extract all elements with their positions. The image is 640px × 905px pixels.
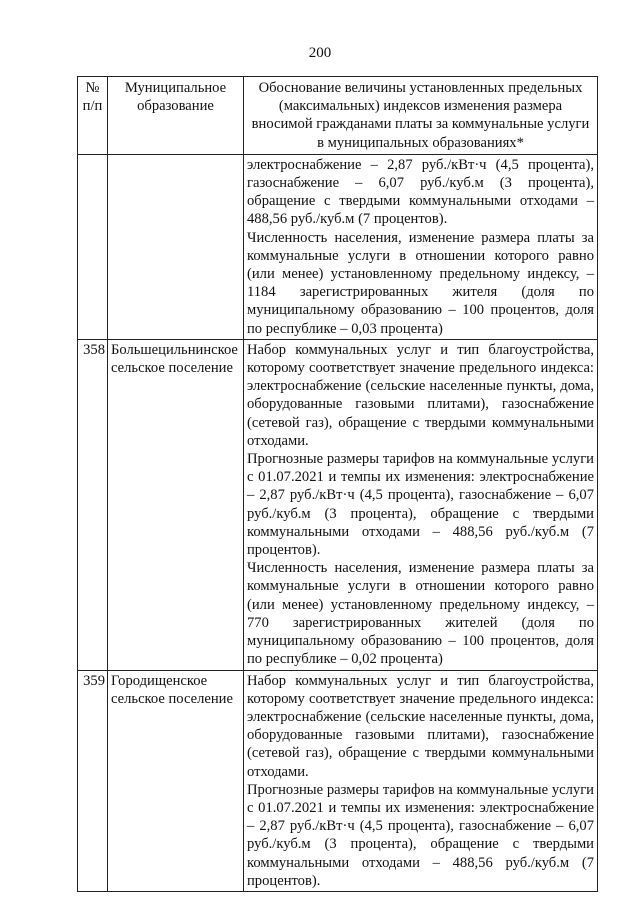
page-number: 200 bbox=[308, 45, 332, 61]
table-header bbox=[78, 77, 598, 155]
row-number: 358 bbox=[78, 339, 108, 670]
justification-paragraph: Набор коммунальных услуг и тип благоустройства, которому соответствует значение предельного индекса: электроснабжение (сельские населенные пункты, дома, оборудованные газовыми плитами), газоснабжение (сетевой газ), обращение с твердыми коммунальными отходами. bbox=[247, 672, 594, 780]
header-row bbox=[78, 77, 598, 155]
justification-paragraph: Численность населения, изменение размера платы за коммунальные услуги в отношении которого равно (или менее) установленному предельному индексу, – 770 зарегистрированных жителей (доля по муниципальному образованию – 100 процентов, доля по республике – 0,02 процента) bbox=[247, 560, 594, 668]
table-row bbox=[78, 670, 598, 891]
justification-paragraph: Прогнозные размеры тарифов на коммунальные услуги с 01.07.2021 и темпы их изменения: электроснабжение – 2,87 руб./кВт·ч (4,5 процента), газоснабжение – 6,07 руб./куб.м (3 процента), обращение с твердыми коммунальными отходами – 488,56 руб./куб.м (7 процентов). bbox=[247, 781, 594, 889]
justification-table bbox=[77, 76, 598, 892]
municipality-name bbox=[108, 154, 244, 339]
row-number: 359 bbox=[78, 670, 108, 891]
header-justification: Обоснование величины установленных предельных (максимальных) индексов изменения размера вносимой гражданами платы за коммунальные услуги в муниципальных образованиях* bbox=[244, 77, 598, 155]
table-row bbox=[78, 154, 598, 339]
header-number: № п/п bbox=[78, 77, 108, 155]
justification-paragraph: Прогнозные размеры тарифов на коммунальные услуги с 01.07.2021 и темпы их изменения: электроснабжение – 2,87 руб./кВт·ч (4,5 процента), газоснабжение – 6,07 руб./куб.м (3 процента), обращение с твердыми коммунальными отходами – 488,56 руб./куб.м (7 процентов). bbox=[247, 451, 594, 559]
justification-cell bbox=[244, 670, 598, 891]
header-municipality: Муниципальное образование bbox=[108, 77, 244, 155]
justification-paragraph: Численность населения, изменение размера платы за коммунальные услуги в отношении которого равно (или менее) установленному предельному индексу, – 1184 зарегистрированных жителя (доля по муниципальному образованию – 100 процентов, доля по республике – 0,03 процента) bbox=[247, 229, 594, 337]
table-body bbox=[78, 154, 598, 891]
row-number bbox=[78, 154, 108, 339]
justification-paragraph: электроснабжение – 2,87 руб./кВт·ч (4,5 процента), газоснабжение – 6,07 руб./куб.м (3 процента), обращение с твердыми коммунальными отходами – 488,56 руб./куб.м (7 процентов). bbox=[247, 156, 594, 228]
table-row bbox=[78, 339, 598, 670]
justification-paragraph: Набор коммунальных услуг и тип благоустройства, которому соответствует значение предельного индекса: электроснабжение (сельские населенные пункты, дома, оборудованные газовыми плитами), газоснабжение (сетевой газ), обращение с твердыми коммунальными отходами. bbox=[247, 341, 594, 449]
justification-cell bbox=[244, 339, 598, 670]
justification-cell bbox=[244, 154, 598, 339]
municipality-name: Большецильнинское сельское поселение bbox=[108, 339, 244, 670]
municipality-name: Городищенское сельское поселение bbox=[108, 670, 244, 891]
